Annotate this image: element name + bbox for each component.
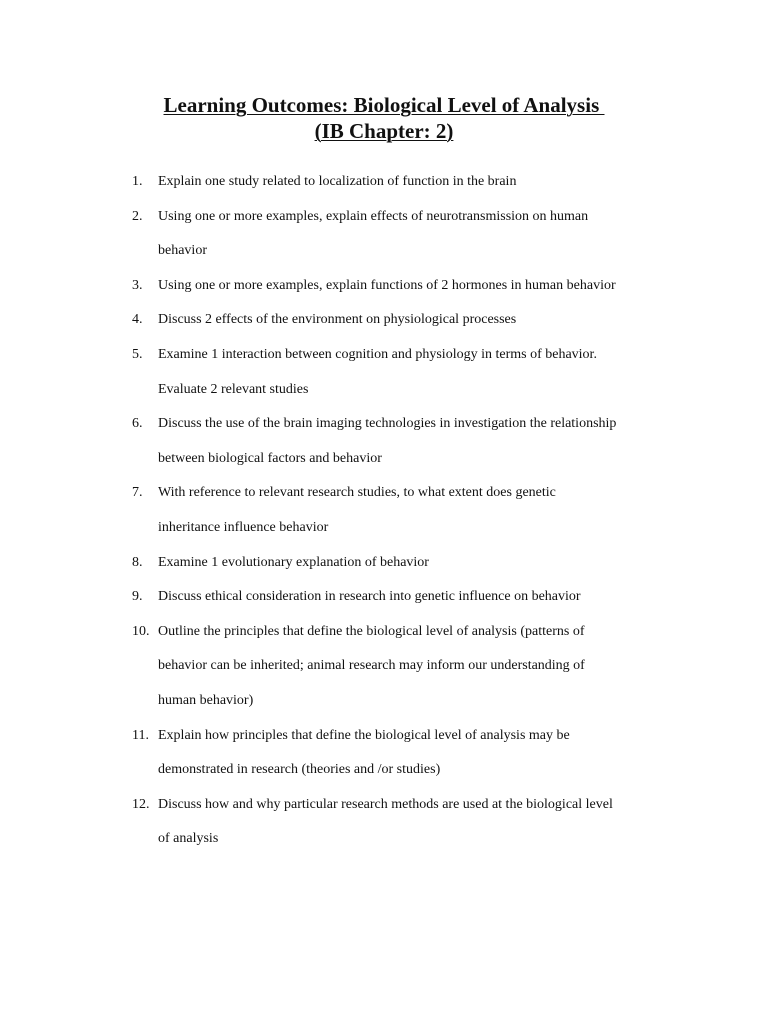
list-item — [0, 407, 768, 476]
list-item — [0, 615, 768, 719]
list-item-text-line: Discuss 2 effects of the environment on physiological processes — [158, 312, 517, 328]
list-item — [0, 580, 768, 615]
list-item-text-line: of analysis — [158, 831, 219, 847]
list-item — [0, 476, 768, 545]
list-item-number: 12. — [132, 796, 150, 812]
list-item-text-line: Explain how principles that define the biological level of analysis may be — [158, 727, 570, 743]
list-item-number: 6. — [132, 416, 143, 432]
list-item — [0, 719, 768, 788]
list-item-number: 4. — [132, 312, 143, 328]
list-item — [0, 269, 768, 304]
list-item-text-line: inheritance influence behavior — [158, 519, 329, 535]
list-item-text-line: Explain one study related to localization of function in the brain — [158, 174, 517, 189]
list-item-number: 10. — [132, 623, 150, 639]
list-item-number: 7. — [132, 485, 143, 501]
list-item — [0, 546, 768, 581]
list-item — [0, 165, 768, 200]
list-item-number: 1. — [132, 174, 143, 189]
learning-outcomes-list — [0, 165, 768, 857]
list-item-text-line: Discuss how and why particular research methods are used at the biological level — [158, 796, 613, 812]
list-item-number: 5. — [132, 346, 143, 362]
list-item-text-line: Outline the principles that define the biological level of analysis (patterns of — [158, 623, 585, 639]
list-item-text-line: between biological factors and behavior — [158, 450, 382, 466]
title-line-2: (IB Chapter: 2) — [314, 119, 454, 143]
list-item-number: 2. — [132, 208, 143, 224]
title-line-1: Learning Outcomes: Biological Level of Analysis — [163, 93, 605, 117]
list-item — [0, 788, 768, 857]
list-item-text-line: Using one or more examples, explain effects of neurotransmission on human — [158, 208, 589, 224]
list-item-text-line: Discuss ethical consideration in research into genetic influence on behavior — [158, 589, 581, 605]
list-item-number: 3. — [132, 277, 143, 293]
list-item-text-line: Discuss the use of the brain imaging technologies in investigation the relationship — [158, 416, 617, 432]
list-item-number: 11. — [132, 727, 149, 743]
list-item-text-line: behavior can be inherited; animal research may inform our understanding of — [158, 658, 585, 674]
list-item-text-line: Examine 1 interaction between cognition and physiology in terms of behavior. — [158, 346, 597, 362]
list-item-text-line: With reference to relevant research studies, to what extent does genetic — [158, 485, 556, 501]
list-item-number: 9. — [132, 589, 143, 605]
list-item-number: 8. — [132, 554, 143, 570]
list-item — [0, 338, 768, 407]
list-item-text-line: behavior — [158, 243, 207, 259]
list-item-text-line: human behavior) — [158, 692, 254, 708]
document-title — [0, 92, 768, 144]
list-item-text-line: demonstrated in research (theories and /or studies) — [158, 762, 441, 778]
list-item — [0, 200, 768, 269]
list-item-text-line: Using one or more examples, explain functions of 2 hormones in human behavior — [158, 277, 616, 293]
list-item — [0, 303, 768, 338]
list-item-text-line: Evaluate 2 relevant studies — [158, 381, 309, 397]
list-item-text-line: Examine 1 evolutionary explanation of behavior — [158, 554, 429, 570]
